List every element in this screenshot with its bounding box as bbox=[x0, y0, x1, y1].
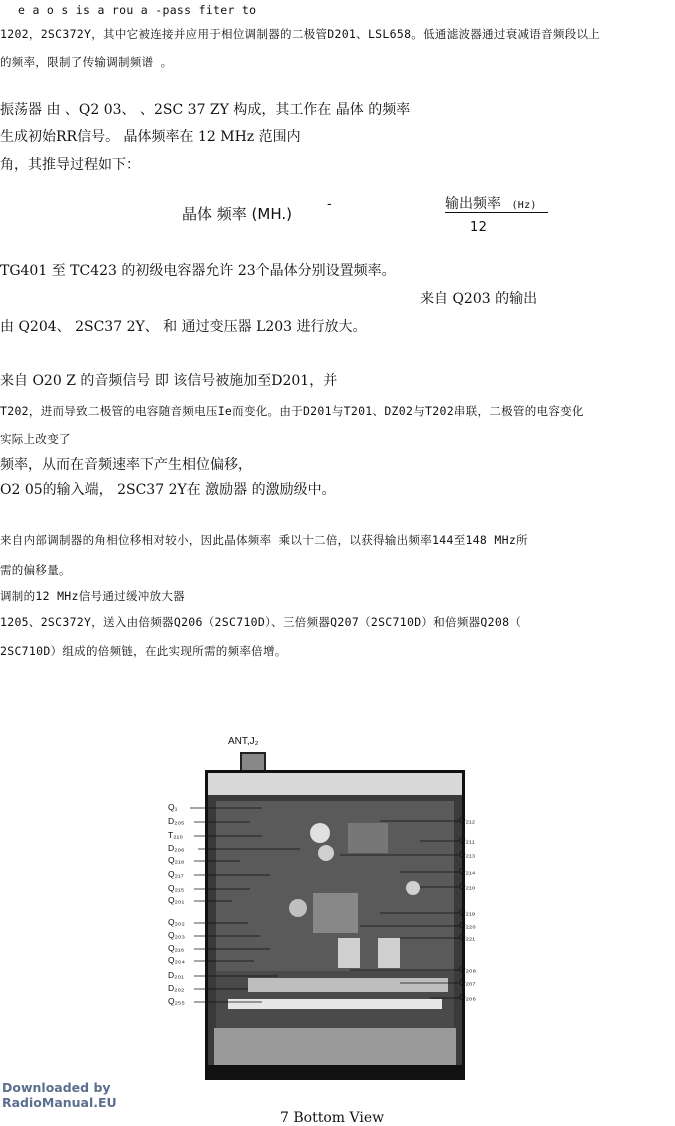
formula-dash: - bbox=[327, 197, 332, 212]
label-left-12: Q₂₀₄ bbox=[168, 955, 185, 965]
label-right-6: Q₂₁₉ bbox=[459, 907, 476, 917]
watermark bbox=[2, 1080, 117, 1110]
line-8: 来自 Q203 的输出 bbox=[420, 291, 538, 307]
line-12: 实际上改变了 bbox=[0, 432, 71, 446]
label-left-5: Q₂₁₈ bbox=[168, 855, 185, 865]
figure-caption: 7 Bottom View bbox=[280, 1110, 385, 1126]
line-9: 由 Q204、 2SC37 2Y、 和 通过变压器 L203 进行放大。 bbox=[0, 319, 367, 335]
line-3: 的频率，限制了传输调制频谱 。 bbox=[0, 55, 173, 69]
line-5: 生成初始RR信号。 晶体频率在 12 MHz 范围内 bbox=[0, 129, 301, 145]
label-right-8: Q₂₂₁ bbox=[459, 932, 476, 942]
line-13: 频率，从而在音频速率下产生相位偏移， bbox=[0, 457, 252, 473]
label-left-15: Q₂₅₅ bbox=[168, 996, 185, 1006]
line-14: O2 05的输入端， 2SC37 2Y在 激励器 的激励级中。 bbox=[0, 482, 336, 498]
label-left-2: D₂₀₅ bbox=[168, 816, 185, 826]
line-18: 1205、2SC372Y，送入由倍频器Q206（2SC710D）、三倍频器Q207（2SC710D）和倍频器Q208（ bbox=[0, 615, 522, 629]
watermark-line-2: RadioManual.EU bbox=[2, 1095, 117, 1110]
label-left-14: D₂₀₂ bbox=[168, 983, 185, 993]
label-left-1: Q₁ bbox=[168, 802, 178, 812]
label-left-4: D₂₀₆ bbox=[168, 843, 185, 853]
watermark-line-1: Downloaded by bbox=[2, 1080, 111, 1095]
line-7: TG401 至 TC423 的初级电容器允许 23个晶体分别设置频率。 bbox=[0, 263, 396, 279]
line-17: 调制的12 MHz信号通过缓冲放大器 bbox=[0, 589, 185, 603]
label-left-8: Q₂₀₁ bbox=[168, 895, 185, 905]
formula-denominator: 12 bbox=[470, 220, 488, 235]
line-1: e a o s is a rou a -pass fiter to bbox=[18, 3, 257, 17]
label-left-9: Q₂₀₂ bbox=[168, 917, 185, 927]
label-right-10: Q₂₀₇ bbox=[459, 977, 476, 987]
line-6: 角，其推导过程如下： bbox=[0, 157, 140, 173]
formula-left: 晶体 频率 (MH.) bbox=[182, 205, 292, 223]
label-right-3: Q₂₁₃ bbox=[459, 849, 476, 859]
label-right-2: Q₂₁₁ bbox=[459, 835, 475, 845]
label-left-6: Q₂₁₇ bbox=[168, 869, 184, 879]
line-11: T202，进而导致二极管的电容随音频电压Ie而变化。由于D201与T201、DZ02与T202串联，二极管的电容变化 bbox=[0, 404, 584, 418]
label-right-7: Q₂₂₀ bbox=[459, 920, 476, 930]
label-left-13: D₂₀₁ bbox=[168, 970, 184, 980]
line-4: 振荡器 由 、Q2 03、 、2SC 37 ZY 构成，其工作在 晶体 的频率 bbox=[0, 102, 411, 118]
label-right-4: Q₂₁₄ bbox=[459, 866, 476, 876]
formula-numerator-text: 输出频率 bbox=[445, 196, 501, 212]
antenna-label: ANT,J₂ bbox=[228, 736, 259, 747]
line-16: 需的偏移量。 bbox=[0, 563, 71, 577]
line-15: 来自内部调制器的角相位移相对较小，因此晶体频率 乘以十二倍，以获得输出频率144至148 MHz所 bbox=[0, 533, 528, 547]
line-10: 来自 O20 Z 的音频信号 即 该信号被施加至D201，并 bbox=[0, 373, 338, 389]
label-left-10: Q₂₀₃ bbox=[168, 930, 185, 940]
label-left-11: Q₂₁₆ bbox=[168, 943, 185, 953]
label-left-7: Q₂₁₅ bbox=[168, 883, 185, 893]
label-right-1: Q₂₁₂ bbox=[459, 815, 476, 825]
label-left-3: T₂₁₀ bbox=[168, 830, 183, 840]
line-19: 2SC710D）组成的倍频链，在此实现所需的频率倍增。 bbox=[0, 644, 287, 658]
label-right-5: Q₂₁₀ bbox=[459, 881, 476, 891]
label-right-11: Q₂₀₆ bbox=[459, 992, 476, 1002]
line-2: 1202，2SC372Y，其中它被连接并应用于相位调制器的二极管D201、LSL658。低通滤波器通过衰减语音频段以上 bbox=[0, 27, 601, 41]
label-right-9: Q₂₀₈ bbox=[459, 964, 476, 974]
formula-unit: (Hz) bbox=[511, 200, 537, 211]
